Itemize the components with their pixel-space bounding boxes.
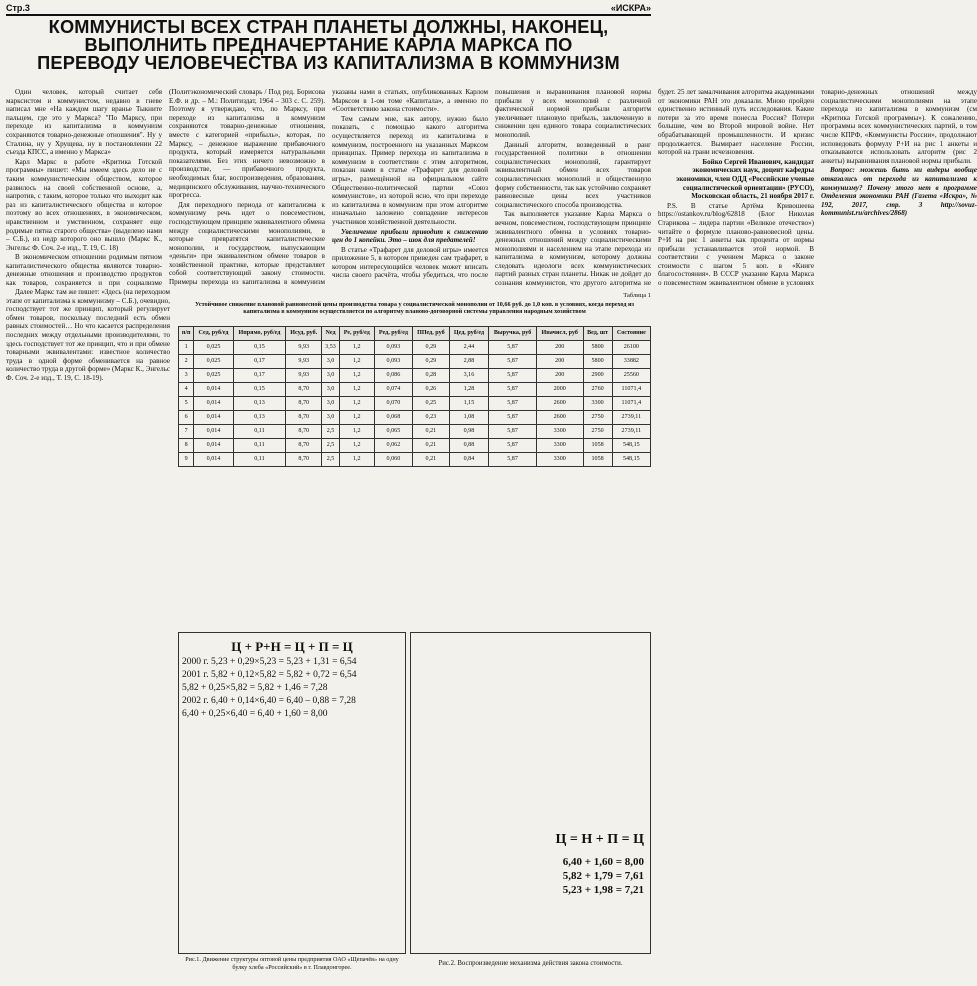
- table-cell: 0,062: [374, 439, 412, 453]
- table-cell: 0,014: [194, 411, 233, 425]
- table-cell: 3300: [583, 397, 612, 411]
- table-cell: 8,70: [286, 439, 322, 453]
- table-cell: 2739,11: [612, 425, 650, 439]
- table-cell: 1,2: [339, 411, 374, 425]
- table-cell: 5,87: [489, 425, 537, 439]
- table-cell: 5,87: [489, 383, 537, 397]
- table-cell: 5,87: [489, 369, 537, 383]
- table-header-row: [179, 327, 651, 341]
- article-body-lower: [6, 288, 170, 981]
- table-cell: 9,93: [286, 341, 322, 355]
- table-cell: 33882: [612, 355, 650, 369]
- table-cell: 3,0: [322, 383, 340, 397]
- figure-2-equations: [556, 833, 645, 897]
- paragraph: Один человек, который считает себя марксистом и коммунистом, недавно в гневе написал мне «На каждом шагу вранье Тыкните пальцем, где это у Маркса? "По Марксу, при переходе из капитализма в коммунизм сохраняются товарно-денежные отношения". Ну у Сталина, ну у Хрущева, ну в постановлении 22 съезда КПСС, а именно у Маркса»: [6, 88, 162, 157]
- table-label: Таблица 1: [623, 292, 651, 299]
- table-cell: 2,5: [322, 439, 340, 453]
- table-cell: 0,15: [233, 383, 286, 397]
- table-cell: 0,014: [194, 453, 233, 467]
- column-header: Ипрямо, руб/ед: [233, 327, 286, 341]
- table-cell: 5,87: [489, 439, 537, 453]
- table-cell: 548,15: [612, 439, 650, 453]
- table-cell: 1,2: [339, 369, 374, 383]
- figure-1-row: 5,82 + 0,25×5,82 = 5,82 + 1,46 = 7,28: [182, 683, 328, 693]
- figure-2-eq: 6,40 + 1,60 = 8,00: [562, 856, 644, 868]
- title-line: ПЕРЕВОДУ ЧЕЛОВЕЧЕСТВА ИЗ КАПИТАЛИЗМА В КОММУНИЗМ: [37, 53, 620, 73]
- table-cell: 11071,4: [612, 383, 650, 397]
- table-cell: 0,014: [194, 439, 233, 453]
- table-row: [179, 453, 651, 467]
- table-cell: 2600: [536, 411, 583, 425]
- data-table: [178, 326, 651, 467]
- table-cell: 200: [536, 355, 583, 369]
- column-header: Выручка, руб: [489, 327, 537, 341]
- paragraph: Для переходного периода от капитализма к коммунизму речь идет о повсеместном, господствующем принципе эквивалентного обмена между социалистическими монополиями, в которые превратятся капиталистические монополии, и государством, выпускающим «деньги» при эквивалентном обмене товаров в хозяйственной практике, которые представляет собой соответствующий закону стоимости. Примеры перехода из капитализма в коммунизм указаны нами в статьях, опубликованных Карлом Марксом в 1-ом томе «Капитала», а именно по «Соответствию закона стоимости».: [169, 88, 488, 287]
- table-cell: 0,070: [374, 397, 412, 411]
- table-cell: 9: [179, 453, 194, 467]
- table-cell: 2,5: [322, 425, 340, 439]
- header-rule: [6, 14, 651, 16]
- article-body: [6, 88, 977, 288]
- figure-2-eq: 5,82 + 1,79 = 7,61: [562, 870, 644, 882]
- paragraph: Далее Маркс там же пишет: «Здесь (на переходном этапе от капитализма к коммунизму – С.Б.), очевидно, господствует тот же принцип, который регулирует обмен товаров, поскольку последний есть обмен равных стоимостей… Но что касается распределения последних между отдельными производителями, то здесь господствует тот же принцип, что и при обмене товарными эквивалентами: известное количество труда в одной форме обменивается на равное количество труда в другой форме» (Маркс К., Энгельс Ф. Соч. 2-е изд., Т. 19, С. 18-19).: [6, 288, 171, 382]
- paragraph-highlight: Увеличение прибыли приводит к снижению цен до 1 копейки. Это – шок для предателей!: [332, 227, 488, 245]
- table-cell: 9,93: [286, 369, 322, 383]
- table-cell: 0,11: [233, 439, 286, 453]
- column-header: Цед, руб/ед: [449, 327, 489, 341]
- table-cell: 0,88: [449, 439, 489, 453]
- table-row: [179, 411, 651, 425]
- table-cell: 8,70: [286, 397, 322, 411]
- column-header: п/п: [179, 327, 194, 341]
- table-cell: 0,11: [233, 425, 286, 439]
- table-title: Устойчивое снижение плановой равновесной цены производства товара у социалистической монополии от 10,66 руб. до 1,0 коп. в условиях, когда переход из капитализма в коммунизм осуществляется по алгоритму планово-договорной системы управления народным хозяйством: [194, 301, 635, 316]
- table-cell: 3300: [536, 439, 583, 453]
- figure-1-row: 2002 г. 6,40 + 0,14×6,40 = 6,40 – 0,88 = 7,28: [182, 696, 356, 706]
- table-cell: 9,93: [286, 355, 322, 369]
- table-cell: 0,21: [413, 439, 450, 453]
- newspaper-name: «ИСКРА»: [610, 3, 651, 13]
- table-cell: 0,23: [413, 411, 450, 425]
- table-cell: 1,2: [339, 397, 374, 411]
- table-cell: 200: [536, 341, 583, 355]
- table-cell: 5800: [583, 355, 612, 369]
- column-header: Вед, шт: [583, 327, 612, 341]
- table-cell: 0,28: [413, 369, 450, 383]
- table-row: [179, 369, 651, 383]
- figure-2-caption: Рис.2. Воспроизведение механизма действия закона стоимости.: [438, 960, 623, 967]
- figure-2-formula: Ц = Н + П = Ц: [555, 832, 644, 847]
- figure-1-formula: Ц + Р+Н = Ц + П = Ц: [231, 639, 353, 654]
- table-body: [179, 341, 651, 467]
- table-cell: 0,98: [449, 425, 489, 439]
- table-cell: 3,0: [322, 355, 340, 369]
- table-cell: 0,093: [374, 341, 412, 355]
- table-cell: 0,21: [413, 425, 450, 439]
- paragraph: В экономическом отношении родимым пятном капиталистического общества являются товарно-денежные отношения и производство продуктов как товаров, сохраняется и при социализме (Политэкономический словарь / Под ред. Борисова Е.Ф. и др. – М.: Политиздат, 1964 – 303 с. С. 259). Поэтому я утверждаю, что, по Марксу, при переходе из капитализма в коммунизм сохраняются товарно-денежные отношения, вместе с категорией «прибыль», которая, по Марксу, – денежное выражение прибавочного продукта, который измеряется натуральными показателями. Без этих ничего невозможно в производстве, — прибавочного продукта, необходимых благ, воспроизведения, образования, медицинского обслуживания, научно-технического прогресса.: [6, 88, 325, 288]
- table-cell: 5,87: [489, 397, 537, 411]
- table-cell: 2: [179, 355, 194, 369]
- table-cell: 0,014: [194, 397, 233, 411]
- column-header: Исуд, руб.: [286, 327, 322, 341]
- postscript: Р.S. В статье Артёма Кривошеева https://ostankov.ru/blog/62818 (Блог Николая Старикова – лидера партии «Великое отечество») читайте о формуле планово-равновесной цены. Р+И на рис 1 анкеты как процента от нормы прибыли устанавливается этой нормой. В соответствии с учением Маркса о законе стоимости с шагом 5 коп. в «Книге благосостояния». В СССР указание Карла Маркса о повсеместном эквивалентном обмене в условиях товарно-денежных отношений между социалистическими монополиями на этапе перехода из капитализма в коммунизм (см «Критика Готской программы»). К сожалению, программы всех коммунистических партий, в том числе КПРФ, «Коммунисты России», продолжают исповедовать формулу Р+И на рис 1 анкеты и отказываются использовать алгоритм (рис 2 анкеты) выравнивания плановой нормы прибыли.: [658, 88, 977, 288]
- table-cell: 5,87: [489, 411, 537, 425]
- table-cell: 548,15: [612, 453, 650, 467]
- table-cell: 2600: [536, 397, 583, 411]
- table-cell: 3: [179, 369, 194, 383]
- table-cell: 0,17: [233, 369, 286, 383]
- table-cell: 200: [536, 369, 583, 383]
- author-signature: Бойко Сергей Иванович, кандидат экономических наук, доцент кафедры экономики, член ОДД «Российские ученые социалистической ориентации» (РУСО), Московская область, 21 ноября 2017 г.: [676, 157, 814, 201]
- article-title: [8, 18, 649, 72]
- table-cell: 2760: [583, 383, 612, 397]
- table-cell: 3,53: [322, 341, 340, 355]
- table-cell: 6: [179, 411, 194, 425]
- table-row: [179, 383, 651, 397]
- table-cell: 5: [179, 397, 194, 411]
- table-cell: 0,17: [233, 355, 286, 369]
- question: Вопрос: можешь быть ни видеры вообще отказались от перехода из капитализма к коммунизму? Почему этого нет в программе Отделения экономики РАН (Газета «Искра», № 192, 2017, стр. 3 http://sovuz-kommunist.ru/archives/2868): [821, 166, 977, 218]
- table-row: [179, 341, 651, 355]
- table-cell: 0,11: [233, 453, 286, 467]
- table-cell: 0,068: [374, 411, 412, 425]
- table-cell: 11071,4: [612, 397, 650, 411]
- table-cell: 8,70: [286, 383, 322, 397]
- table-row: [179, 425, 651, 439]
- table-cell: 3,16: [449, 369, 489, 383]
- table-cell: 2739,11: [612, 411, 650, 425]
- table-cell: 0,086: [374, 369, 412, 383]
- table-cell: 0,15: [233, 341, 286, 355]
- column-header: Nед: [322, 327, 340, 341]
- column-header: Сед, руб/ед: [194, 327, 233, 341]
- table-cell: 2750: [583, 411, 612, 425]
- table-cell: 0,025: [194, 369, 233, 383]
- table-cell: 8,70: [286, 425, 322, 439]
- figure-1: [178, 632, 406, 954]
- table-cell: 0,26: [413, 383, 450, 397]
- table-row: [179, 355, 651, 369]
- table-cell: 0,13: [233, 397, 286, 411]
- table-cell: 0,84: [449, 453, 489, 467]
- paragraph: Данный алгоритм, возведенный в ранг государственной политики в отношении социалистических монополий, гарантирует эквивалентный обмен всех товаров социалистических монополий и общественную форму собственности, так как устойчиво сохраняет равновесные цены всех участников социалистического способа производства.: [495, 140, 651, 209]
- figure-2: [410, 632, 651, 954]
- table-cell: 0,13: [233, 411, 286, 425]
- figure-1-row: 2001 г. 5,82 + 0,12×5,82 = 5,82 + 0,72 = 6,54: [182, 670, 357, 680]
- column-header: Ре, руб/ед: [339, 327, 374, 341]
- table-cell: 1,2: [339, 439, 374, 453]
- table-cell: 0,29: [413, 355, 450, 369]
- table-cell: 0,014: [194, 383, 233, 397]
- table-cell: 0,060: [374, 453, 412, 467]
- table-cell: 7: [179, 425, 194, 439]
- table-cell: 1,2: [339, 383, 374, 397]
- table-cell: 2,5: [322, 453, 340, 467]
- page-header: [6, 2, 651, 14]
- table-cell: 1058: [583, 439, 612, 453]
- table-cell: 5,87: [489, 453, 537, 467]
- column-header: Ред, руб/ед: [374, 327, 412, 341]
- table-cell: 3,0: [322, 369, 340, 383]
- column-header: Иначисл, руб: [536, 327, 583, 341]
- table-cell: 0,21: [413, 453, 450, 467]
- column-header: Состояние: [612, 327, 650, 341]
- table-cell: 4: [179, 383, 194, 397]
- table-cell: 26100: [612, 341, 650, 355]
- table-cell: 0,025: [194, 341, 233, 355]
- title-line: ВЫПОЛНИТЬ ПРЕДНАЧЕРТАНИЕ КАРЛА МАРКСА ПО: [84, 35, 573, 55]
- table-cell: 5,87: [489, 355, 537, 369]
- table-cell: 0,074: [374, 383, 412, 397]
- table-cell: 0,014: [194, 425, 233, 439]
- table-cell: 1,08: [449, 411, 489, 425]
- table-cell: 1,15: [449, 397, 489, 411]
- table-cell: 1,2: [339, 341, 374, 355]
- table-cell: 3300: [536, 453, 583, 467]
- table-cell: 2750: [583, 425, 612, 439]
- table-cell: 2,44: [449, 341, 489, 355]
- table-cell: 2900: [583, 369, 612, 383]
- table-cell: 3,0: [322, 411, 340, 425]
- table-cell: 0,065: [374, 425, 412, 439]
- column-header: ППед, руб: [413, 327, 450, 341]
- paragraph: В статье «Трафарет для деловой игры» имеется приложение 5, в котором приведен сам трафарет, в котором интересующийся человек может вписать числа своего расчёта, чтобы убедиться, что после повышения и выравнивания плановой нормы прибыли у всех монополий с различной фактической нормой прибыли алгоритм увеличивает плановую прибыль, заключенную в снижении цен единого товара социалистических монополий.: [332, 88, 651, 280]
- table-cell: 8: [179, 439, 194, 453]
- table-cell: 1,28: [449, 383, 489, 397]
- table-cell: 1,2: [339, 355, 374, 369]
- table-cell: 0,025: [194, 355, 233, 369]
- paragraph: Так выполняется указание Карла Маркса о вечном, повсеместном, господствующем принципе эквивалентного обмена в условиях товарно-денежных отношений между социалистическими монополиями и населением на этапе перехода из капитализма в коммунизм, которому должны следовать идеологи всех коммунистических партий разных стран планеты. Никак не дойдет до сознания коммунистов, что другого алгоритма не будет. 25 лет замалчивания алгоритма академиками от экономики РАН это доказали. Мною пройден единственно истинный путь исследования. Какие потери за это время понесла Россия? Потери большие, чем во Второй мировой войне. Нет обрабатывающей промышленности. И кризис продолжается. Вымирает население России, которой на грани исчезновения.: [495, 88, 814, 288]
- table-cell: 1: [179, 341, 194, 355]
- table-cell: 2,88: [449, 355, 489, 369]
- paragraph: Карл Маркс в работе «Критика Готской программы» пишет: «Мы имеем здесь дело не с таким коммунистическим обществом, которое развилось на своей собственной основе, а, напротив, с таким, которое только что выходит как раз из капиталистического общества и которое поэтому во всех отношениях, в экономическом, нравственном и умственном, сохраняет еще родимые пятна старого общества» (выделено нами – С.Б.), из недр которого оно вышло (Маркс К., Энгельс Ф. Соч. 2-е изд., Т. 19, С. 18): [6, 157, 162, 252]
- table-cell: 5800: [583, 341, 612, 355]
- table-cell: 1,2: [339, 453, 374, 467]
- table-cell: 25560: [612, 369, 650, 383]
- table-cell: 5,87: [489, 341, 537, 355]
- table-cell: 8,70: [286, 411, 322, 425]
- table-cell: 0,093: [374, 355, 412, 369]
- table-cell: 8,70: [286, 453, 322, 467]
- table-cell: 2000: [536, 383, 583, 397]
- figure-1-row: 2000 г. 5,23 + 0,29×5,23 = 5,23 + 1,31 = 6,54: [182, 657, 357, 667]
- figure-1-caption: Рис.1. Движение структуры оптовой цены предприятия ОАО «Щепачёв» на одну булку хлеба «Российский» в г. Плавдонгорее.: [185, 956, 399, 971]
- table-row: [179, 439, 651, 453]
- table-cell: 3,0: [322, 397, 340, 411]
- table-cell: 0,25: [413, 397, 450, 411]
- table-cell: 1058: [583, 453, 612, 467]
- paragraph: Тем самым мне, как автору, нужно было показать, с помощью какого алгоритма осуществляется переход из капитализма в коммунизм, построенного на указанных Марксом принципах. Пример перехода из капитализма в коммунизм в соответствии с этим алгоритмом, показан нами в статье «Трафарет для деловой игры», размещённой на официальном сайте Общественно-политической партии «Союз коммунистов», из которой ясно, что при переходе из капитализма в коммунизм при этом алгоритме изначально заложено совпадение интересов участников хозяйственной деятельности.: [332, 114, 488, 226]
- figure-2-eq: 5,23 + 1,98 = 7,21: [562, 884, 644, 896]
- figure-1-row: 6,40 + 0,25×6,40 = 6,40 + 1,60 = 8,00: [182, 709, 328, 719]
- table-cell: 0,29: [413, 341, 450, 355]
- table-cell: 3300: [536, 425, 583, 439]
- title-line: КОММУНИСТЫ ВСЕХ СТРАН ПЛАНЕТЫ ДОЛЖНЫ, НАКОНЕЦ,: [48, 17, 609, 37]
- table-cell: 1,2: [339, 425, 374, 439]
- table-row: [179, 397, 651, 411]
- page-number: Стр.3: [6, 3, 30, 13]
